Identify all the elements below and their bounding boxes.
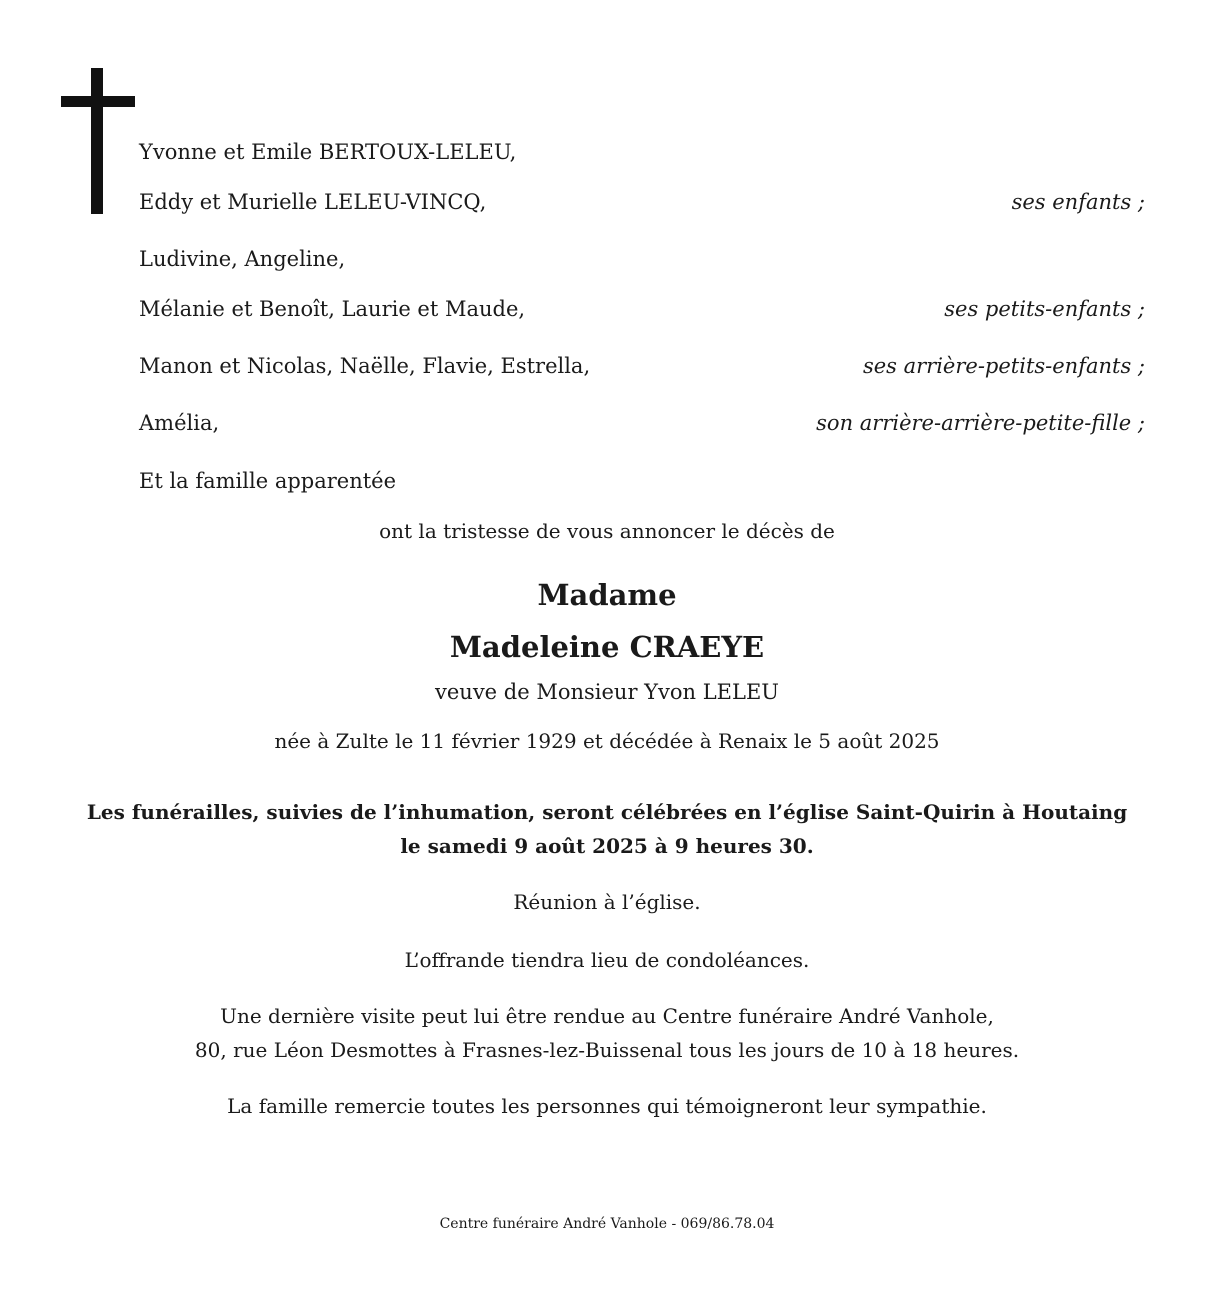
family-line xyxy=(139,189,1145,215)
family-names: Mélanie et Benoît, Laurie et Maude, xyxy=(139,297,526,321)
cross-horizontal-bar xyxy=(61,96,135,107)
family-names: Manon et Nicolas, Naëlle, Flavie, Estrella, xyxy=(139,354,591,378)
family-relation: ses enfants ; xyxy=(1011,190,1145,214)
family-relation: ses petits-enfants ; xyxy=(944,297,1145,321)
thanks-note: La famille remercie toutes les personnes qui témoigneront leur sympathie. xyxy=(227,1094,987,1118)
family-names: Yvonne et Emile BERTOUX-LELEU, xyxy=(139,140,517,164)
family-line xyxy=(139,296,1145,322)
birth-death-dates: née à Zulte le 11 février 1929 et décédée à Renaix le 5 août 2025 xyxy=(274,729,940,753)
family-line xyxy=(139,410,1145,436)
cross-vertical-bar xyxy=(91,68,103,214)
family-relation: ses arrière-petits-enfants ; xyxy=(862,354,1145,378)
family-names: Et la famille apparentée xyxy=(139,469,397,493)
family-names: Eddy et Murielle LELEU-VINCQ, xyxy=(139,190,487,214)
offering-note: L’offrande tiendra lieu de condoléances. xyxy=(404,948,810,972)
family-line xyxy=(139,139,1145,165)
family-line xyxy=(139,246,1145,272)
reunion-note: Réunion à l’église. xyxy=(513,890,701,914)
announcement-intro: ont la tristesse de vous annoncer le décès de xyxy=(379,519,835,543)
family-line xyxy=(139,353,1145,379)
deceased-name: Madeleine CRAEYE xyxy=(449,630,765,664)
footer-contact: Centre funéraire André Vanhole - 069/86.78.04 xyxy=(439,1216,775,1232)
funeral-details: Les funérailles, suivies de l’inhumation, seront célébrées en l’église Saint-Quirin à Houtaing xyxy=(86,800,1128,824)
funeral-date: le samedi 9 août 2025 à 9 heures 30. xyxy=(400,834,814,858)
visit-note-line1: Une dernière visite peut lui être rendue au Centre funéraire André Vanhole, xyxy=(220,1004,994,1028)
visit-note-line2: 80, rue Léon Desmottes à Frasnes-lez-Buissenal tous les jours de 10 à 18 heures. xyxy=(194,1038,1020,1062)
cross-icon xyxy=(61,68,135,214)
family-relation: son arrière-arrière-petite-fille ; xyxy=(816,411,1145,435)
family-names: Ludivine, Angeline, xyxy=(139,247,346,271)
family-names: Amélia, xyxy=(139,411,220,435)
family-line xyxy=(139,468,1145,494)
widow-of: veuve de Monsieur Yvon LELEU xyxy=(435,680,779,704)
deceased-title: Madame xyxy=(537,578,677,612)
